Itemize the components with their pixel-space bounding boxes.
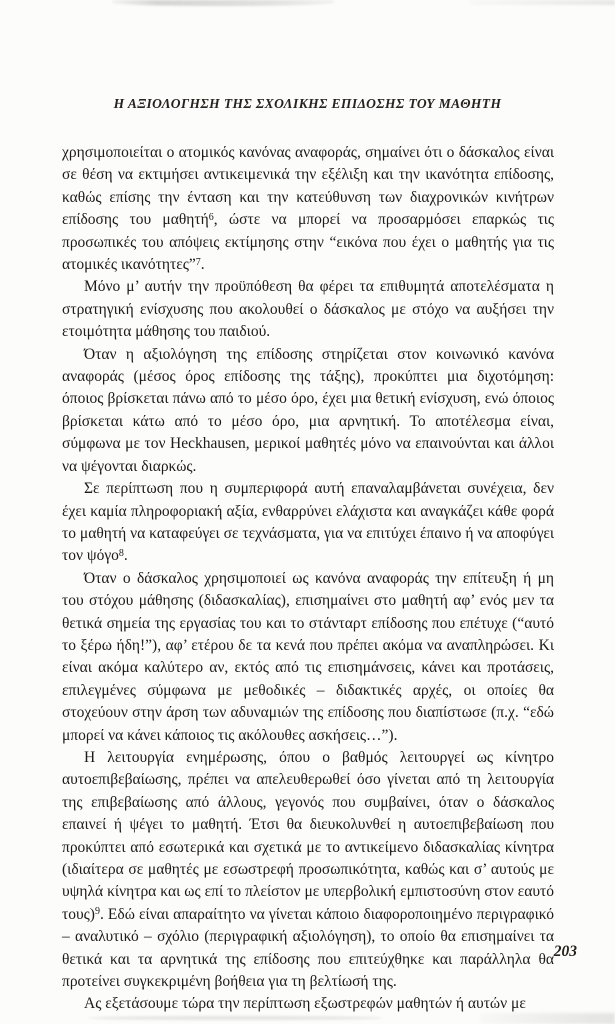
- footnote-reference: 9: [94, 906, 100, 918]
- running-header: Η ΑΞΙΟΛΟΓΗΣΗ ΤΗΣ ΣΧΟΛΙΚΗΣ ΕΠΙΔΟΣΗΣ ΤΟΥ ΜΑΘΗΤΗ: [113, 96, 502, 111]
- footnote-reference: 6: [208, 211, 214, 223]
- paragraph: Όταν ο δάσκαλος χρησιμοποιεί ως κανόνα αναφοράς την επίτευξη ή μη του στόχου μάθησης (διδασκαλίας), επισημαίνει στο μαθητή αφ’ ενός μεν τα θετικά σημεία της εργασίας του και το στάνταρτ επίδοσης που επέτυχε (“αυτό το ξέρω ήδη!”), αφ’ ετέρου δε τα κενά που πρέπει ακόμα να αναπληρώσει. Κι είναι ακόμα καλύτερο αν, εκτός από τις επισημάνσεις, κάνει και προτάσεις, επιλεγμένες σύμφωνα με μεθοδικές – διδακτικές αρχές, οι οποίες θα στοχεύουν στην άρση των αδυναμιών της επίδοσης που διαπίστωσε (π.χ. “εδώ μπορεί να κάνει κάποιος τις ακόλουθες ασκήσεις…”).: [62, 569, 554, 744]
- page-number: 203: [553, 943, 577, 960]
- paragraph: χρησιμοποιείται ο ατομικός κανόνας αναφοράς, σημαίνει ότι ο δάσκαλος είναι σε θέση να εκτιμήσει αντικειμενικά την εξέλιξη και την ικανότητα επίδοσης, καθώς επίσης την ένταση και την κατεύθυνση των διαχρονικών κινήτρων επίδοσης του μαθητή$^6$, ώστε να μπορεί να προσαρμόσει επαρκώς τις προσωπικές του απόψεις εκτίμησης στην “εικόνα που έχει ο μαθητής για τις ατομικές ικανότητες”$^7$.: [62, 144, 554, 274]
- scan-artifact-top-right: [470, 0, 615, 5]
- paragraph: Όταν η αξιολόγηση της επίδοσης στηρίζεται στον κοινωνικό κανόνα αναφοράς (μέσος όρος επίδοσης της τάξης), προκύπτει μια διχοτόμηση: όποιος βρίσκεται πάνω από το μέσο όρο, έχει μια θετική ενίσχυση, ενώ όποιος βρίσκεται κάτω από το μέσο όρο, μια αρνητική. Το αποτέλεσμα είναι, σύμφωνα με τον Heckhausen, μερικοί μαθητές μόνο να επαινούνται και άλλοι να ψέγονται διαρκώς.: [62, 345, 554, 475]
- paragraph: Σε περίπτωση που η συμπεριφορά αυτή επαναλαμβάνεται συνέχεια, δεν έχει καμία πληροφοριακή αξία, ενθαρρύνει ελάχιστα και αναγκάζει κάθε φορά το μαθητή να καταφεύγει σε τεχνάσματα, για να επιτύχει έπαινο ή να αποφύγει τον ψόγο$^8$.: [62, 480, 554, 565]
- footnote-reference: 8: [118, 547, 124, 559]
- page-body: [62, 142, 554, 1016]
- scan-artifact-top: [112, 0, 334, 6]
- footnote-reference: 7: [195, 256, 201, 268]
- paragraph: Ας εξετάσουμε τώρα την περίπτωση εξωστρεφών μαθητών ή αυτών με: [84, 995, 526, 1013]
- scan-artifact-bottom: [88, 1016, 383, 1020]
- paragraph: Η λειτουργία ενημέρωσης, όπου ο βαθμός λειτουργεί ως κίνητρο αυτοεπιβεβαίωσης, πρέπει να απελευθερωθεί όσο γίνεται από τη λειτουργία της επιβεβαίωσης από άλλους, γεγονός που συμβαίνει, όταν ο δάσκαλος επαινεί ή ψέγει το μαθητή. Έτσι θα διευκολυνθεί η αυτοεπιβεβαίωση που προκύπτει από εσωτερικά και σχετικά με το αντικείμενο διδασκαλίας κίνητρα (ιδιαίτερα σε μαθητές με εσωστρεφή προσωπικότητα, καθώς και σ’ αυτούς με υψηλά κίνητρα και ως επί το πλείστον με υπερβολική εμπιστοσύνη στον εαυτό τους)$^9$. Εδώ είναι απαραίτητο να γίνεται κάποιο διαφοροποιημένο περιγραφικό – αναλυτικό – σχόλιο (περιγραφική αξιολόγηση), το οποίο θα επισημαίνει τα θετικά και τα αρνητικά της επίδοσης που επιτεύχθηκε και παράλληλα θα προτείνει συγκεκριμένη βοήθεια για τη βελτίωσή της.: [62, 748, 554, 991]
- paragraph: Μόνο μ’ αυτήν την προϋπόθεση θα φέρει τα επιθυμητά αποτελέσματα η στρατηγική ενίσχυσης που ακολουθεί ο δάσκαλος με στόχο να αυξήσει την ετοιμότητα μάθησης του παιδιού.: [62, 278, 554, 341]
